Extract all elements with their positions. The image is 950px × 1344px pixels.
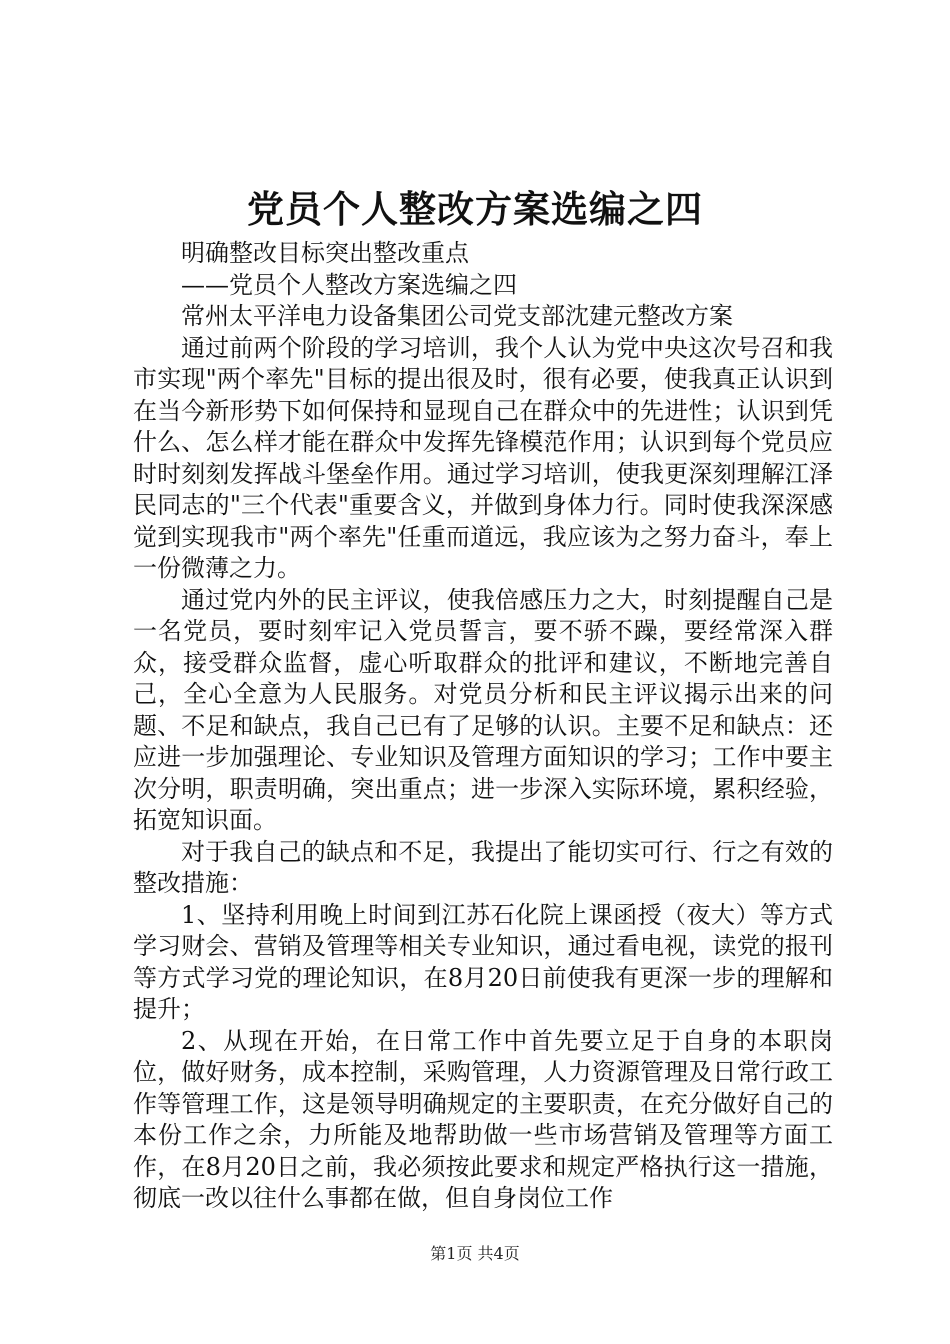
- subtitle-line: 明确整改目标突出整改重点: [181, 239, 469, 267]
- page-number: 第1页 共4页: [430, 1244, 520, 1263]
- list-item: 2、从现在开始，在日常工作中首先要立足于自身的本职岗位，做好财务，成本控制，采购管理，人力资源管理及日常行政工作等管理工作，这是领导明确规定的主要职责，在充分做好自己的本份工作之余，力所能及地帮助做一些市场营销及管理等方面工作，在8月20日之前，我必须按此要求和规定严格执行这一措施，彻底一改以往什么事都在做，但自身岗位工作: [133, 1026, 833, 1212]
- document-body: [133, 238, 833, 1215]
- document-title: 党员个人整改方案选编之四: [247, 188, 703, 231]
- paragraph: 通过前两个阶段的学习培训，我个人认为党中央这次号召和我市实现"两个率先"目标的提出很及时，很有必要，使我真正认识到在当今新形势下如何保持和显现自己在群众中的先进性；认识到凭什么、怎么样才能在群众中发挥先锋模范作用；认识到每个党员应时时刻刻发挥战斗堡垒作用。通过学习培训，使我更深刻理解江泽民同志的"三个代表"重要含义，并做到身体力行。同时使我深深感觉到实现我市"两个率先"任重而道远，我应该为之努力奋斗，奉上一份微薄之力。: [133, 333, 833, 582]
- paragraph: 对于我自己的缺点和不足，我提出了能切实可行、行之有效的整改措施：: [133, 837, 833, 897]
- list-item: 1、坚持利用晚上时间到江苏石化院上课函授（夜大）等方式学习财会、营销及管理等相关专业知识，通过看电视，读党的报刊等方式学习党的理论知识，在8月20日前使我有更深一步的理解和提升；: [133, 900, 833, 1023]
- paragraph: 通过党内外的民主评议，使我倍感压力之大，时刻提醒自己是一名党员，要时刻牢记入党员誓言，要不骄不躁，要经常深入群众，接受群众监督，虚心听取群众的批评和建议，不断地完善自己，全心全意为人民服务。对党员分析和民主评议揭示出来的问题、不足和缺点，我自己已有了足够的认识。主要不足和缺点：还应进一步加强理论、专业知识及管理方面知识的学习；工作中要主次分明，职责明确，突出重点；进一步深入实际环境，累积经验，拓宽知识面。: [133, 585, 833, 834]
- author-line: 常州太平洋电力设备集团公司党支部沈建元整改方案: [181, 302, 733, 330]
- series-line: ——党员个人整改方案选编之四: [181, 270, 517, 299]
